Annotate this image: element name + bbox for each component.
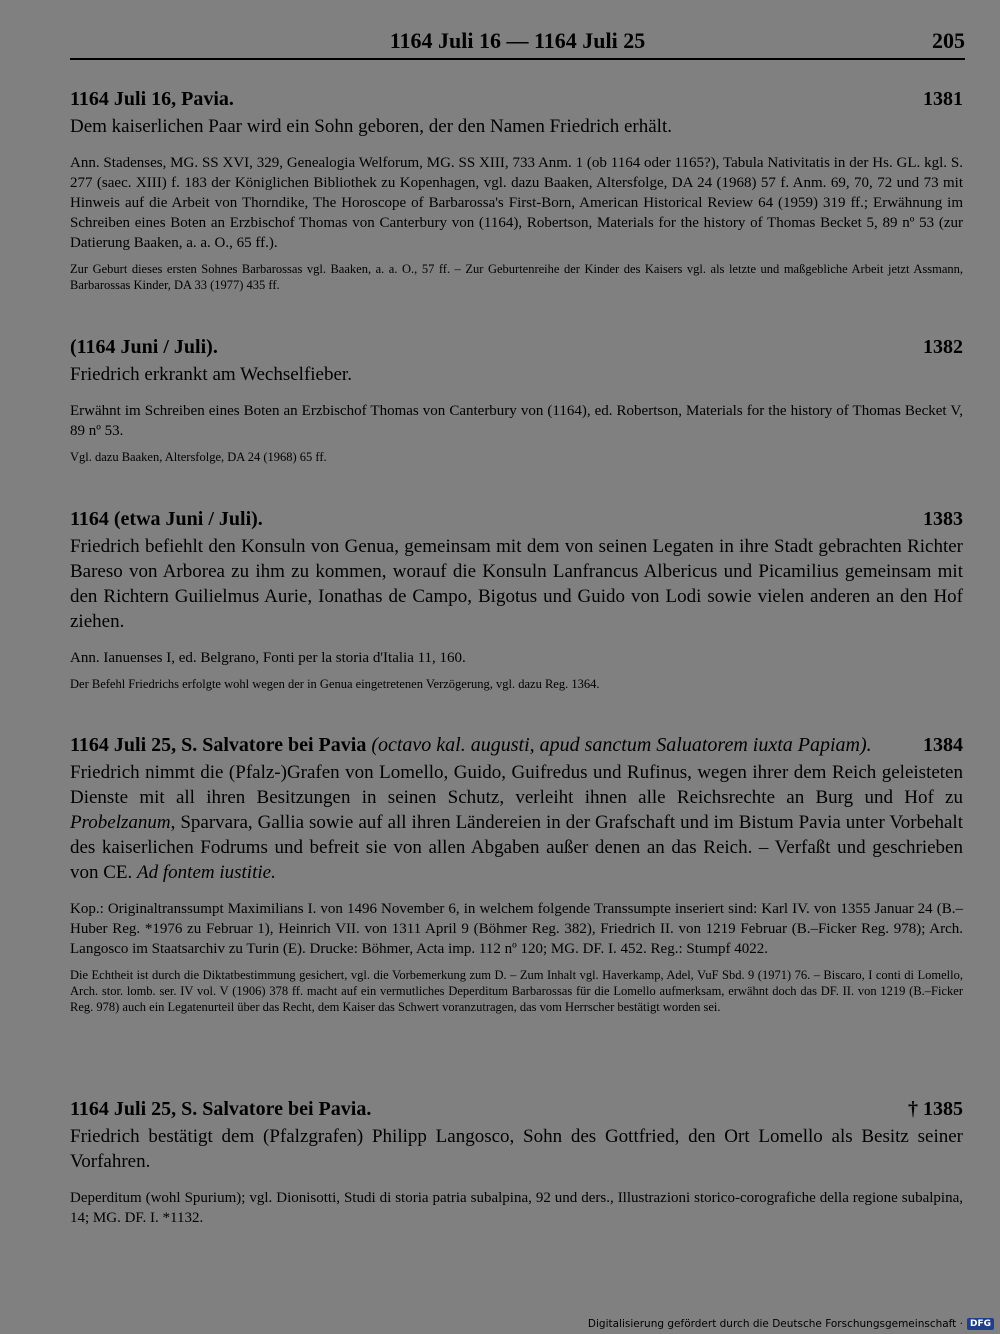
entry-number: 1383 [923, 508, 963, 530]
entry-summary: Friedrich befiehlt den Konsuln von Genua, gemeinsam mit dem von seinen Legaten in ihre Stadt gebrachten Richter Bareso von Arborea zu ihm zu kommen, worauf die Konsuln Lanfrancus Albericus und Picamilius gemeinsam mit den Richtern Guilielmus Aurie, Ionathas de Campo, Bigotus und Guido von Lodi sowie vielen anderen an den Hof ziehen. [70, 536, 963, 632]
summary-part-b: , Sparvara, Gallia sowie auf all ihren Ländereien in der Grafschaft und im Bistum Pavia unter Vorbehalt des kaiserlichen Fodrums und befreit sie von allen Abgaben außer denen an das Reich. – Verfaßt und geschrieben von CE. [70, 812, 963, 883]
entry-date-place: 1164 (etwa Juni / Juli). [70, 508, 263, 530]
regest-entry-1383 [70, 508, 963, 692]
entry-latin-dating: (octavo kal. augusti, apud sanctum Saluatorem iuxta Papiam). [371, 734, 872, 756]
entry-notes: Die Echtheit ist durch die Diktatbestimmung gesichert, vgl. die Vorbemerkung zum D. – Zum Inhalt vgl. Haverkamp, Adel, VuF Sbd. 9 (1971) 76. – Biscaro, I conti di Lomello, Arch. stor. lomb. ser. IV vol. V (1906) 378 ff. macht auf ein vermutliches Deperditum Barbarossas für die Lomello aufmerksam, erwähnt doch das DF. II. von 1219 (B.–Ficker Reg. 978) auch ein Legatenurteil über das Recht, dem Kaiser das Schwert voranzutragen, das vom Herrscher bestätigt worden sei. [70, 968, 963, 1014]
footer-text: Digitalisierung gefördert durch die Deutsche Forschungsgemeinschaft · [587, 1318, 963, 1330]
entry-heading [70, 508, 963, 534]
entry-sources: Deperditum (wohl Spurium); vgl. Dionisotti, Studi di storia patria subalpina, 92 und ders., Illustrazioni storico-corografiche della regione subalpina, 14; MG. DF. I. *1132. [70, 1190, 963, 1226]
regest-entry-1385 [70, 1098, 963, 1228]
entry-number: 1381 [923, 88, 963, 110]
entry-sources: Kop.: Originaltranssumpt Maximilians I. von 1496 November 6, in welchem folgende Transsumpte inseriert sind: Karl IV. von 1355 Januar 24 (B.–Huber Reg. *1976 zu Februar 1), Heinrich VII. von 1311 April 9 (Böhmer Reg. 382), Friedrich II. von 1219 Februar (B.–Ficker Reg. 978); Arch. Langosco im Staatsarchiv zu Turin (E). Drucke: Böhmer, Acta imp. 112 nº 120; MG. DF. I. 452. Reg.: Stumpf 4022. [70, 901, 963, 957]
dfg-logo: DFG [967, 1318, 994, 1330]
digitization-footer [588, 1318, 994, 1330]
summary-place-name: Probelzanum [70, 812, 171, 833]
regest-entry-1384 [70, 734, 963, 1015]
entry-sources: Ann. Stadenses, MG. SS XVI, 329, Genealogia Welforum, MG. SS XIII, 733 Anm. 1 (ob 1164 oder 1165?), Tabula Nativitatis in der Hs. GL. kgl. S. 277 (saec. XIII) f. 183 der Königlichen Bibliothek zu Kopenhagen, vgl. dazu Baaken, Altersfolge, DA 24 (1968) 57 f. Anm. 69, 70, 72 und 73 mit Hinweis auf die Arbeit von Thorndike, The Horoscope of Barbarossa's First-Born, American Historical Review 64 (1959) 319 ff.; Erwähnung im Schreiben eines Boten an Erzbischof Thomas von Canterbury von (1164), Robertson, Materials for the history of Thomas Becket 5, 89 nº 53 (zur Datierung Baaken, a. a. O., 65 ff.). [70, 155, 963, 251]
regest-entry-1382 [70, 336, 963, 465]
summary-part-a: Friedrich nimmt die (Pfalz-)Grafen von Lomello, Guido, Guifredus und Rufinus, wegen ihrer dem Reich geleisteten Dienste mit all ihren Besitzungen in seinen Schutz, verleiht ihnen alle Reichsrechte an Burg und Hof zu [70, 762, 963, 808]
entry-summary: Dem kaiserlichen Paar wird ein Sohn geboren, der den Namen Friedrich erhält. [70, 116, 672, 137]
entry-heading [70, 88, 963, 114]
entry-number: † 1385 [908, 1098, 963, 1120]
entry-summary [70, 760, 963, 885]
entry-sources: Ann. Ianuenses I, ed. Belgrano, Fonti per la storia d'Italia 11, 160. [70, 650, 466, 666]
page-number: 205 [932, 28, 965, 53]
running-header [70, 28, 965, 60]
entry-notes: Zur Geburt dieses ersten Sohnes Barbarossas vgl. Baaken, a. a. O., 57 ff. – Zur Geburtenreihe der Kinder des Kaisers vgl. als letzte und maßgebliche Arbeit jetzt Assmann, Barbarossas Kinder, DA 33 (1977) 435 ff. [70, 262, 963, 292]
entry-notes: Vgl. dazu Baaken, Altersfolge, DA 24 (1968) 65 ff. [70, 450, 327, 464]
entry-notes: Der Befehl Friedrichs erfolgte wohl wegen der in Genua eingetretenen Verzögerung, vgl. dazu Reg. 1364. [70, 677, 600, 691]
entry-date-place: 1164 Juli 25, S. Salvatore bei Pavia [70, 734, 367, 756]
entry-summary: Friedrich erkrankt am Wechselfieber. [70, 364, 352, 385]
entry-heading [70, 1098, 963, 1124]
entry-heading [70, 336, 963, 362]
entry-date-place: (1164 Juni / Juli). [70, 336, 218, 358]
entry-summary: Friedrich bestätigt dem (Pfalzgrafen) Philipp Langosco, Sohn des Gottfried, den Ort Lomello als Besitz seiner Vorfahren. [70, 1126, 963, 1172]
header-title: 1164 Juli 16 — 1164 Juli 25 [389, 28, 646, 53]
summary-arenga: Ad fontem iustitie. [137, 862, 276, 883]
regest-entry-1381 [70, 88, 963, 293]
entry-date-place: 1164 Juli 25, S. Salvatore bei Pavia. [70, 1098, 372, 1120]
entry-number: 1384 [923, 734, 963, 756]
entry-sources: Erwähnt im Schreiben eines Boten an Erzbischof Thomas von Canterbury von (1164), ed. Robertson, Materials for the history of Thomas Becket V, 89 nº 53. [70, 403, 963, 439]
entry-number: 1382 [923, 336, 963, 358]
entry-date-place: 1164 Juli 16, Pavia. [70, 88, 234, 110]
entry-heading [70, 734, 963, 760]
